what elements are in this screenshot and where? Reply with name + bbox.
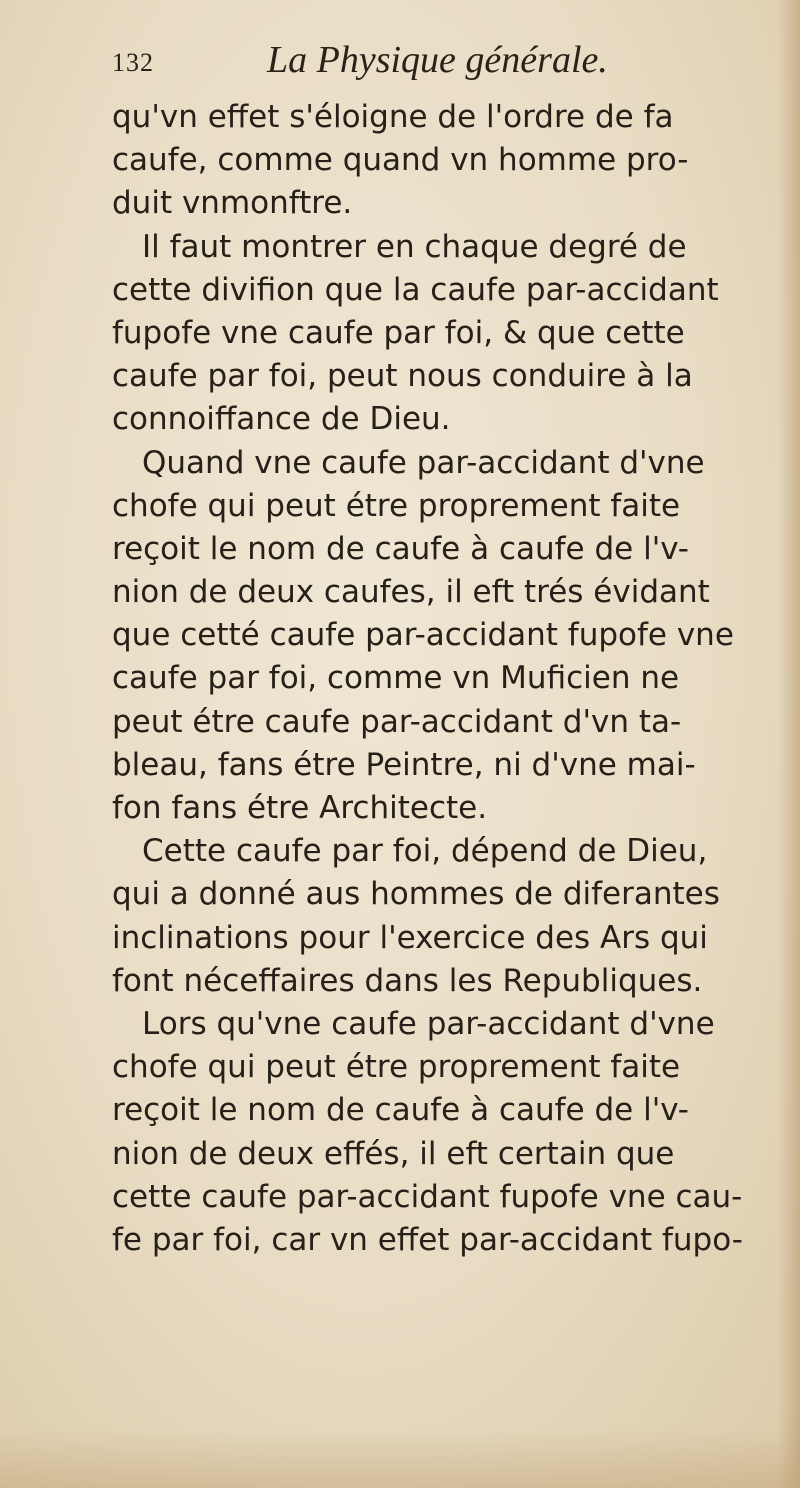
- text-line: que cetté caufe par-accidant fupofe vne: [112, 617, 734, 654]
- text-line: caufe par foi, peut nous conduire à la: [112, 358, 693, 395]
- text-line: nion de deux effés, il eft certain que: [112, 1135, 675, 1172]
- text-line: cette divifion que la caufe par-accidant: [112, 271, 719, 308]
- text-line: reçoit le nom de caufe à caufe de l'v-: [112, 1092, 689, 1129]
- text-line: fupofe vne caufe par foi, & que cette: [112, 314, 685, 351]
- text-line: caufe par foi, comme vn Muficien ne: [112, 660, 680, 697]
- text-line: fon fans étre Architecte.: [112, 790, 488, 826]
- text-line: qu'vn effet s'éloigne de l'ordre de fa: [112, 99, 674, 135]
- page-number: 132: [112, 48, 154, 77]
- text-line: duit vnmonftre.: [112, 185, 353, 222]
- text-line: Il faut montrer en chaque degré de: [142, 228, 687, 265]
- text-line: reçoit le nom de caufe à caufe de l'v-: [112, 530, 689, 567]
- text-line: chofe qui peut étre proprement faite: [112, 487, 681, 524]
- text-line: connoiffance de Dieu.: [112, 401, 451, 438]
- text-line: Lors qu'vne caufe par-accidant d'vne: [142, 1005, 715, 1042]
- text-line: nion de deux caufes, il eft trés évidant: [112, 574, 710, 611]
- text-line: qui a donné aus hommes de diferantes: [112, 876, 720, 913]
- text-line: chofe qui peut étre proprement faite: [112, 1049, 681, 1086]
- running-title: La Physique générale.: [267, 39, 608, 81]
- text-line: peut étre caufe par-accidant d'vn ta-: [112, 703, 682, 740]
- text-line: fe par foi, car vn effet par-accidant fupo-: [112, 1221, 743, 1258]
- text-line: inclinations pour l'exercice des Ars qui: [112, 919, 708, 956]
- text-line: bleau, fans étre Peintre, ni d'vne mai-: [112, 746, 696, 783]
- running-head: [112, 38, 672, 88]
- text-line: caufe, comme quand vn homme pro-: [112, 142, 689, 179]
- text-line: cette caufe par-accidant fupofe vne cau-: [112, 1178, 743, 1215]
- text-line: Quand vne caufe par-accidant d'vne: [142, 444, 705, 481]
- text-line: Cette caufe par foi, dépend de Dieu,: [142, 833, 708, 870]
- text-line: font néceffaires dans les Republiques.: [112, 962, 703, 999]
- page-bottom-shadow: [0, 1428, 800, 1488]
- body-text: [112, 96, 788, 1262]
